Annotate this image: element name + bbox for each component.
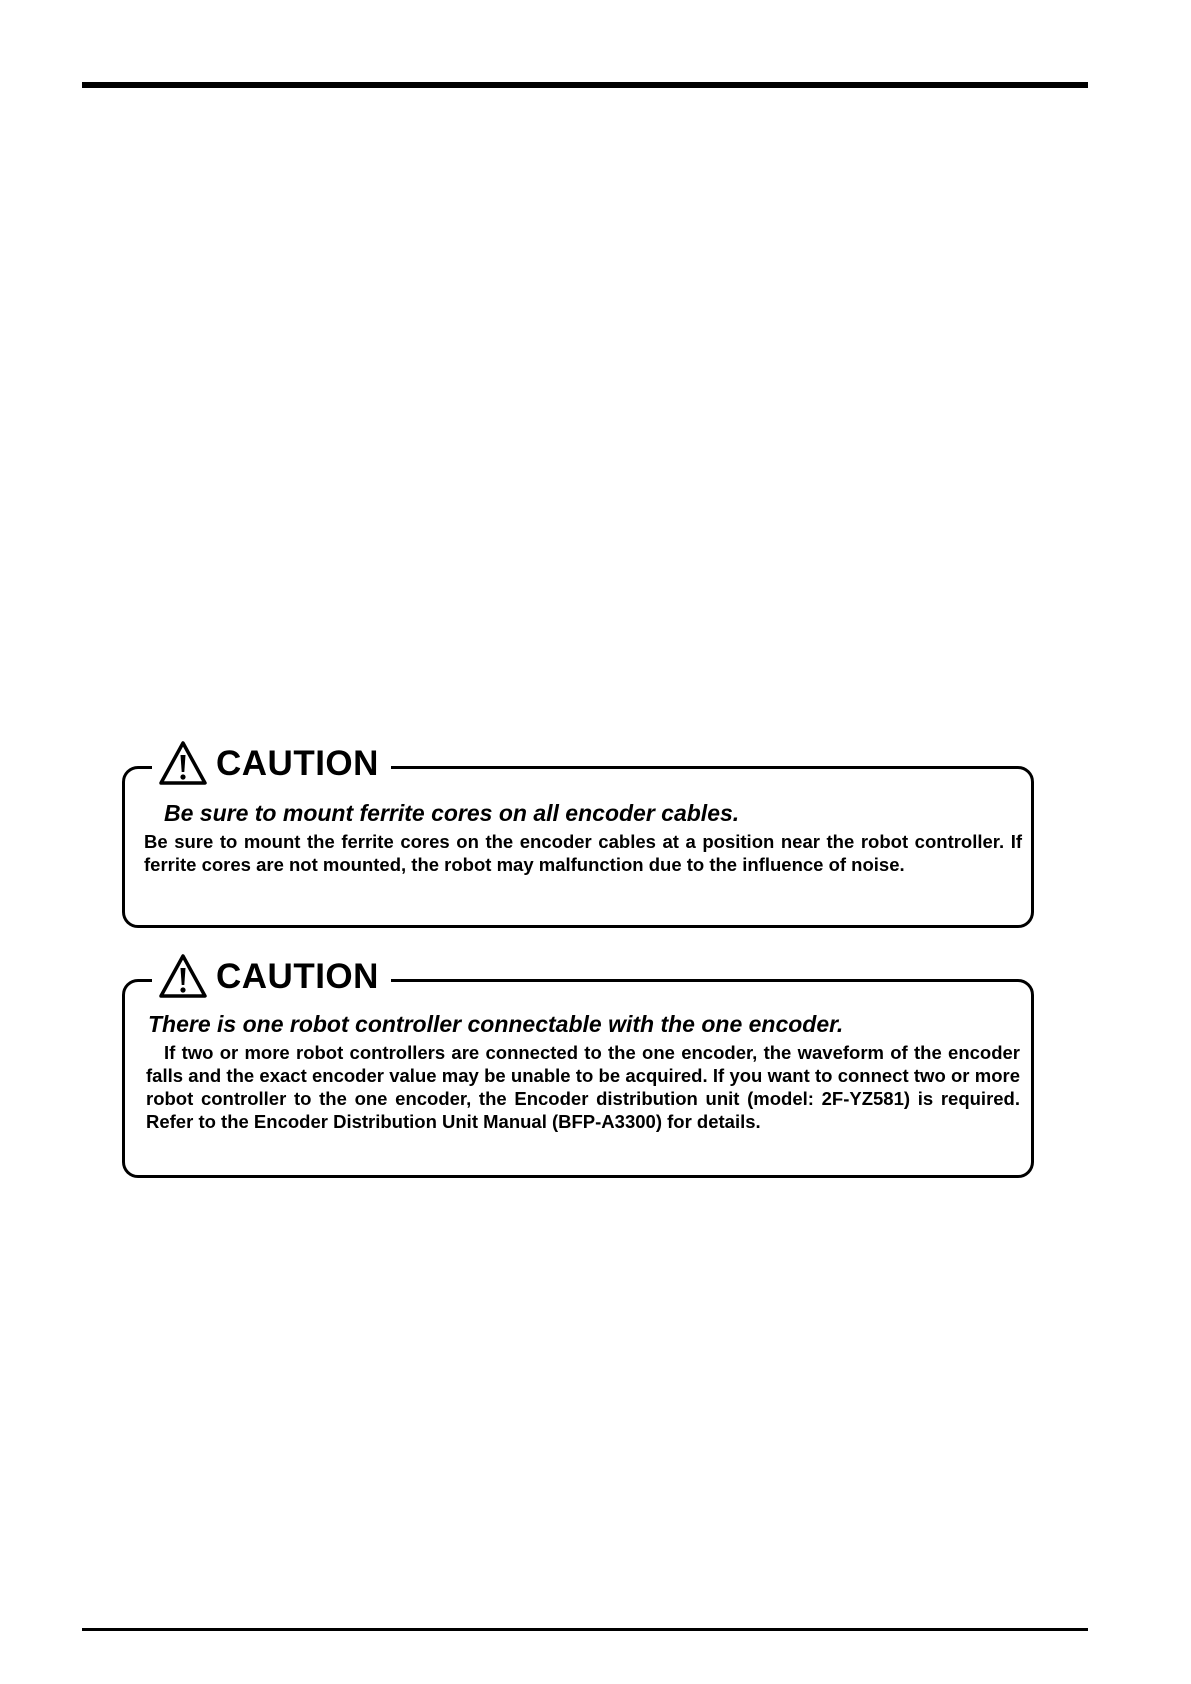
footer-rule: [82, 1628, 1088, 1631]
caution-body: If two or more robot controllers are connected to the one encoder, the waveform of the encoder falls and the exact encoder value may be unable to be acquired. If you want to connect two or more robot controller to the one encoder, the Encoder distribution unit (model: 2F-YZ581) is required. Refer to the Encoder Distribution Unit Manual (BFP-A3300) for details.: [146, 1042, 1020, 1132]
caution-title: There is one robot controller connectable with the one encoder.: [148, 1011, 844, 1037]
caution-header: [152, 738, 391, 788]
caution-box-ferrite-cores: [122, 738, 1034, 928]
caution-header: [152, 951, 391, 1001]
caution-box-single-controller: [122, 951, 1034, 1178]
caution-label: CAUTION: [216, 956, 379, 996]
caution-label: CAUTION: [216, 743, 379, 783]
warning-triangle-icon: [158, 740, 208, 786]
caution-title: Be sure to mount ferrite cores on all encoder cables.: [164, 800, 740, 826]
header-rule: [82, 82, 1088, 88]
warning-triangle-icon: [158, 953, 208, 999]
caution-body: Be sure to mount the ferrite cores on the encoder cables at a position near the robot controller. If ferrite cores are not mounted, the robot may malfunction due to the influence of noise.: [144, 831, 1022, 875]
